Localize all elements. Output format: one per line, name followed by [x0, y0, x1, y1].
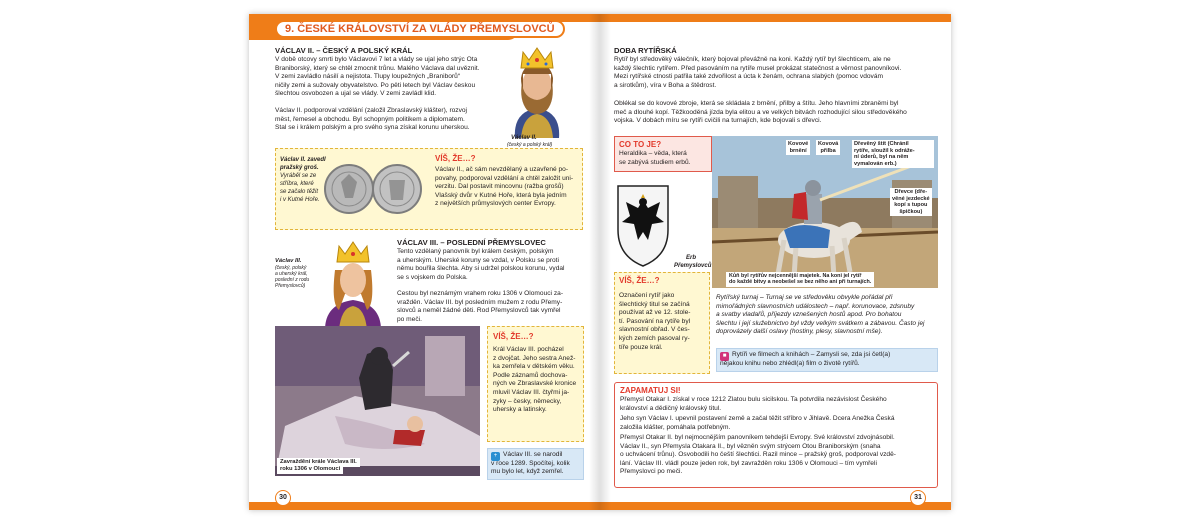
portrait2-caption: Václav III.	[275, 258, 302, 264]
text-line: doprovázely další oslavy (hostiny, plesy, slavnostní mše).	[716, 328, 883, 336]
text-line: meč a dlouhé kopí. Těžkooděná jízda byla elitou a ve velkých bitvách rozhodující silou středověkého	[614, 108, 907, 116]
text-line: zyky – česky, německy,	[493, 397, 562, 405]
text-line: každý šlechtic rytířem. Před pasováním na rytíře musel prokázat statečnost a věrnost panovníkovi.	[614, 64, 902, 72]
portrait-subcaption: (český a polský král)	[507, 142, 553, 148]
chapter-title: 9. ČESKÉ KRÁLOVSTVÍ ZA VLÁDY PŘEMYSLOVCŮ	[275, 20, 565, 38]
section-heading-vaclav2: VÁCLAV II. – ČESKÝ A POLSKÝ KRÁL	[275, 46, 413, 55]
book-icon: ■	[720, 352, 729, 361]
text-line: ničily zemi a sužovaly obyvatelstvo. Po pěti letech byl Václav českou	[275, 81, 476, 89]
text-line: Stal se i králem polským a pro svého syna získal korunu uherskou.	[275, 124, 470, 132]
text-line: Václav II., ač sám nevzdělaný a uzavřené po-	[435, 166, 569, 173]
portrait2-caption: poslední z rodu	[275, 277, 310, 283]
label-line: rytíře, sloužil k odráže-	[854, 147, 915, 154]
text-line: slovců a neměl žádné děti. Rod Přemyslovců tak vymřel	[397, 307, 561, 315]
text-line: Přemyslovci po meči.	[620, 468, 683, 476]
text-line: v roce 1289. Spočítej, kolik	[491, 459, 570, 467]
vaclav-iii-portrait	[315, 234, 391, 330]
horse-caption	[726, 272, 874, 287]
text-line: mimořádných slavnostních událostech – např. korunovace, zdsnuby	[716, 302, 915, 310]
vise-label: VÍŠ, ŽE…?	[435, 154, 476, 163]
text-line: Rytíř byl středověký válečník, který bojoval převážně na koni. Každý rytíř byl šlechticem, ale ne	[614, 56, 891, 63]
label-armor	[786, 140, 810, 155]
text-line: Jeho syn Václav I. upevnil postavení země a začal těžit stříbro v Jihlavě. Dcera Anežka Česká	[620, 415, 895, 422]
text-line: nějakou knihu nebo zhlédl(a) film o životě rytířů.	[720, 359, 860, 367]
label-line: kopí s tupou	[894, 202, 928, 209]
label-line: ní úderů, byl na něm	[854, 154, 909, 161]
text-line: Václav III. se narodil	[503, 451, 563, 458]
portrait2-caption: a uherský král,	[275, 271, 308, 277]
label-line: brnění	[789, 147, 807, 154]
coin-caption: pražský groš.	[280, 165, 319, 171]
coin-caption: se začalo těžit	[280, 189, 319, 195]
text-line: založila klášter, pomáhala potřebným.	[620, 423, 731, 431]
text-line: Přemysl Otakar II. byl nejmocnějším panovníkem tehdejší Evropy. Své království zdvojnásobil.	[620, 434, 895, 441]
caption-line: do každé bitvy a neobešel se bez něho ani při turnajích.	[729, 279, 872, 286]
murder-caption: roku 1306 v Olomouci	[277, 465, 343, 474]
left-page	[249, 14, 600, 510]
text-line: a svatby vladařů, příjezdy vznešených hostů apod. Pro bohatou	[716, 311, 902, 319]
text-line: lání. Václav III. vládl pouze jeden rok, byl zavražděn roku 1306 v Olomouci – tím vymřeli	[620, 459, 877, 467]
vise-label: VÍŠ, ŽE…?	[619, 276, 660, 285]
text-line: šlechtický titul se začíná	[619, 300, 690, 308]
text-line: Král Václav III. pocházel	[493, 346, 564, 353]
label-line: přilba	[820, 147, 836, 154]
text-line: ných ve Zbraslavské kronice	[493, 380, 577, 388]
portrait2-caption: Přemyslovců)	[275, 283, 306, 289]
text-line: V zemi zavládlo násilí a nejistota. Tlupy loupežných „Braniborů“	[275, 73, 460, 81]
text-line: z dvojčat. Jeho sestra Anež-	[493, 354, 576, 362]
label-line: Kovová	[818, 141, 839, 147]
text-line: Braniborský, který se chtěl zmocnit trůnu. Malého Václava dal uvěznit.	[275, 64, 480, 72]
text-line: vražděn. Václav III. byl posledním mužem z rodu Přemy-	[397, 298, 563, 306]
text-line: šlechtou osvobozen a ujal se vlády. V zemi zavládl klid.	[275, 90, 437, 98]
top-orange-bar	[600, 14, 951, 22]
text-line: slavnostní obřad. V čes-	[619, 326, 690, 334]
text-line: tíře pouze král.	[619, 343, 663, 351]
text-line: z největších průmyslových center Evropy.	[435, 200, 556, 208]
text-line: povahy, podporoval vzdělání a chtěl založit uni-	[435, 174, 574, 182]
bottom-orange-bar	[600, 502, 951, 510]
text-line: kých zemích pasoval ry-	[619, 335, 690, 342]
text-line: ka zemřela v dětském věku.	[493, 363, 575, 371]
vaclav-ii-portrait	[501, 38, 573, 138]
text-line: V době otcovy smrti bylo Václavovi 7 let a vlády se ujal jeho strýc Ota	[275, 56, 478, 63]
page-number: 30	[275, 490, 291, 506]
coin-caption: i v Kutné Hoře.	[280, 197, 320, 203]
text-line: Václav II., syn Přemysla Otakara II., byl vězněn svým strýcem Otou Braniborským (snaha	[620, 442, 881, 450]
portrait-caption: Václav II.	[511, 135, 537, 141]
coin-caption: stříbra, které	[280, 181, 314, 187]
murder-caption: Zavraždění krále Václava III.	[277, 458, 360, 467]
coin-caption: Vyráběl se ze	[280, 173, 317, 179]
bottom-orange-bar	[249, 502, 600, 510]
label-line: Dřevěný štít (Chránil	[854, 141, 909, 147]
text-line: se s vojskem do Polska.	[397, 273, 468, 281]
text-line: Rytíři ve filmech a knihách – Zamysli se, zda jsi četl(a)	[732, 351, 891, 358]
label-shield	[852, 140, 934, 168]
text-line: o uchvácení trůnu). Osvobodili ho čeští šlechtici. Razil mince – pražský groš, podporoval vzdě-	[620, 451, 896, 459]
label-helmet	[816, 140, 840, 155]
text-line: němu bouřila šlechta. Aby si udržel polskou korunu, vydal	[397, 265, 565, 273]
book-spread	[249, 14, 951, 510]
label-line: vymalován erb.)	[854, 160, 897, 167]
coat-caption: Přemyslovců	[674, 263, 712, 269]
text-line: verzitu. Dal postavit mincovnu (ražba grošů)	[435, 183, 564, 191]
vise-label: VÍŠ, ŽE…?	[493, 332, 534, 341]
zapamatuj-label: ZAPAMATUJ SI!	[620, 386, 681, 395]
text-line: po meči.	[397, 315, 422, 323]
book-gutter	[589, 14, 611, 510]
text-line: Václav II. podporoval vzdělání (založil Zbraslavský klášter), rozvoj	[275, 107, 468, 114]
co-to-je-label: CO TO JE?	[619, 140, 662, 149]
section-heading-vaclav3: VÁCLAV III. – POSLEDNÍ PŘEMYSLOVEC	[397, 238, 546, 247]
page-number: 31	[910, 490, 926, 506]
text-line: Mezi rytířské ctnosti patřila také zdvořilost a úcta k ženám, ochrana slabých (pomoc vdovám	[614, 73, 883, 81]
text-line: používat až ve 12. stole-	[619, 309, 691, 317]
label-line: Dřevce (dře-	[894, 189, 928, 195]
prague-groschen-coins	[323, 162, 423, 216]
text-line: Oblékal se do kovové zbroje, která se skládala z brnění, přilby a štítu. Jeho hlavními zbraněmi byl	[614, 100, 899, 107]
coin-caption: Václav II. zavedl	[280, 157, 326, 163]
text-line: a uherským. Uherské koruny se vzdal, v Polsku se proti	[397, 256, 559, 264]
text-line: uhersky a latinsky.	[493, 406, 547, 414]
label-lance	[890, 188, 932, 216]
section-heading-knights: DOBA RYTÍŘSKÁ	[614, 46, 677, 55]
coat-caption: Erb	[686, 255, 697, 261]
text-line: Podle záznamů dochova-	[493, 371, 568, 379]
calculator-icon: +	[491, 452, 500, 461]
caption-line: Kůň byl rytířův nejcennější majetek. Na koni jel rytíř	[729, 273, 862, 279]
murder-illustration	[275, 326, 480, 476]
premyslid-coat-of-arms	[614, 182, 672, 268]
label-line: věné jezdecké	[892, 195, 930, 202]
text-line: Vlašský dvůr v Kutné Hoře, která byla jedním	[435, 191, 567, 199]
text-line: Označení rytíř jako	[619, 292, 675, 299]
text-line: a sirotkům), víra v Boha a štědrost.	[614, 81, 717, 89]
text-line: Rytířský turnaj – Turnaj se ve středověku obvykle pořádal při	[716, 294, 893, 301]
text-line: Přemysl Otakar I. získal v roce 1212 Zlatou bulu sicilskou. Ta potvrdila nezávislost Českého	[620, 396, 887, 403]
label-line: špičkou)	[899, 208, 923, 215]
text-line: vojska. V dobách míru se rytíři cvičili na turnajích, kde bojovali s dřevci.	[614, 117, 822, 125]
text-line: mluvil Václav III. čtyřmi ja-	[493, 389, 570, 396]
text-line: Heraldika – věda, která	[619, 150, 687, 157]
right-page	[600, 14, 951, 510]
text-line: se zabývá studiem erbů.	[619, 158, 691, 166]
text-line: Cestou byl neznámým vrahem roku 1306 v Olomouci za-	[397, 290, 564, 297]
text-line: šlechtu i její služebnictvo byl vždy velkým svátkem a zábavou. Často jej	[716, 319, 925, 327]
label-line: Kovové	[788, 141, 809, 147]
text-line: království a dědičný královský titul.	[620, 404, 722, 412]
text-line: mu bylo let, když zemřel.	[491, 468, 564, 476]
text-line: Tento vzdělaný panovník byl králem českým, polským	[397, 248, 554, 255]
text-line: tí. Pasování na rytíře byl	[619, 317, 691, 325]
text-line: měst, řemesel a obchodu. Byl schopným politikem a diplomatem.	[275, 115, 465, 123]
portrait2-caption: (český, polský	[275, 265, 307, 271]
